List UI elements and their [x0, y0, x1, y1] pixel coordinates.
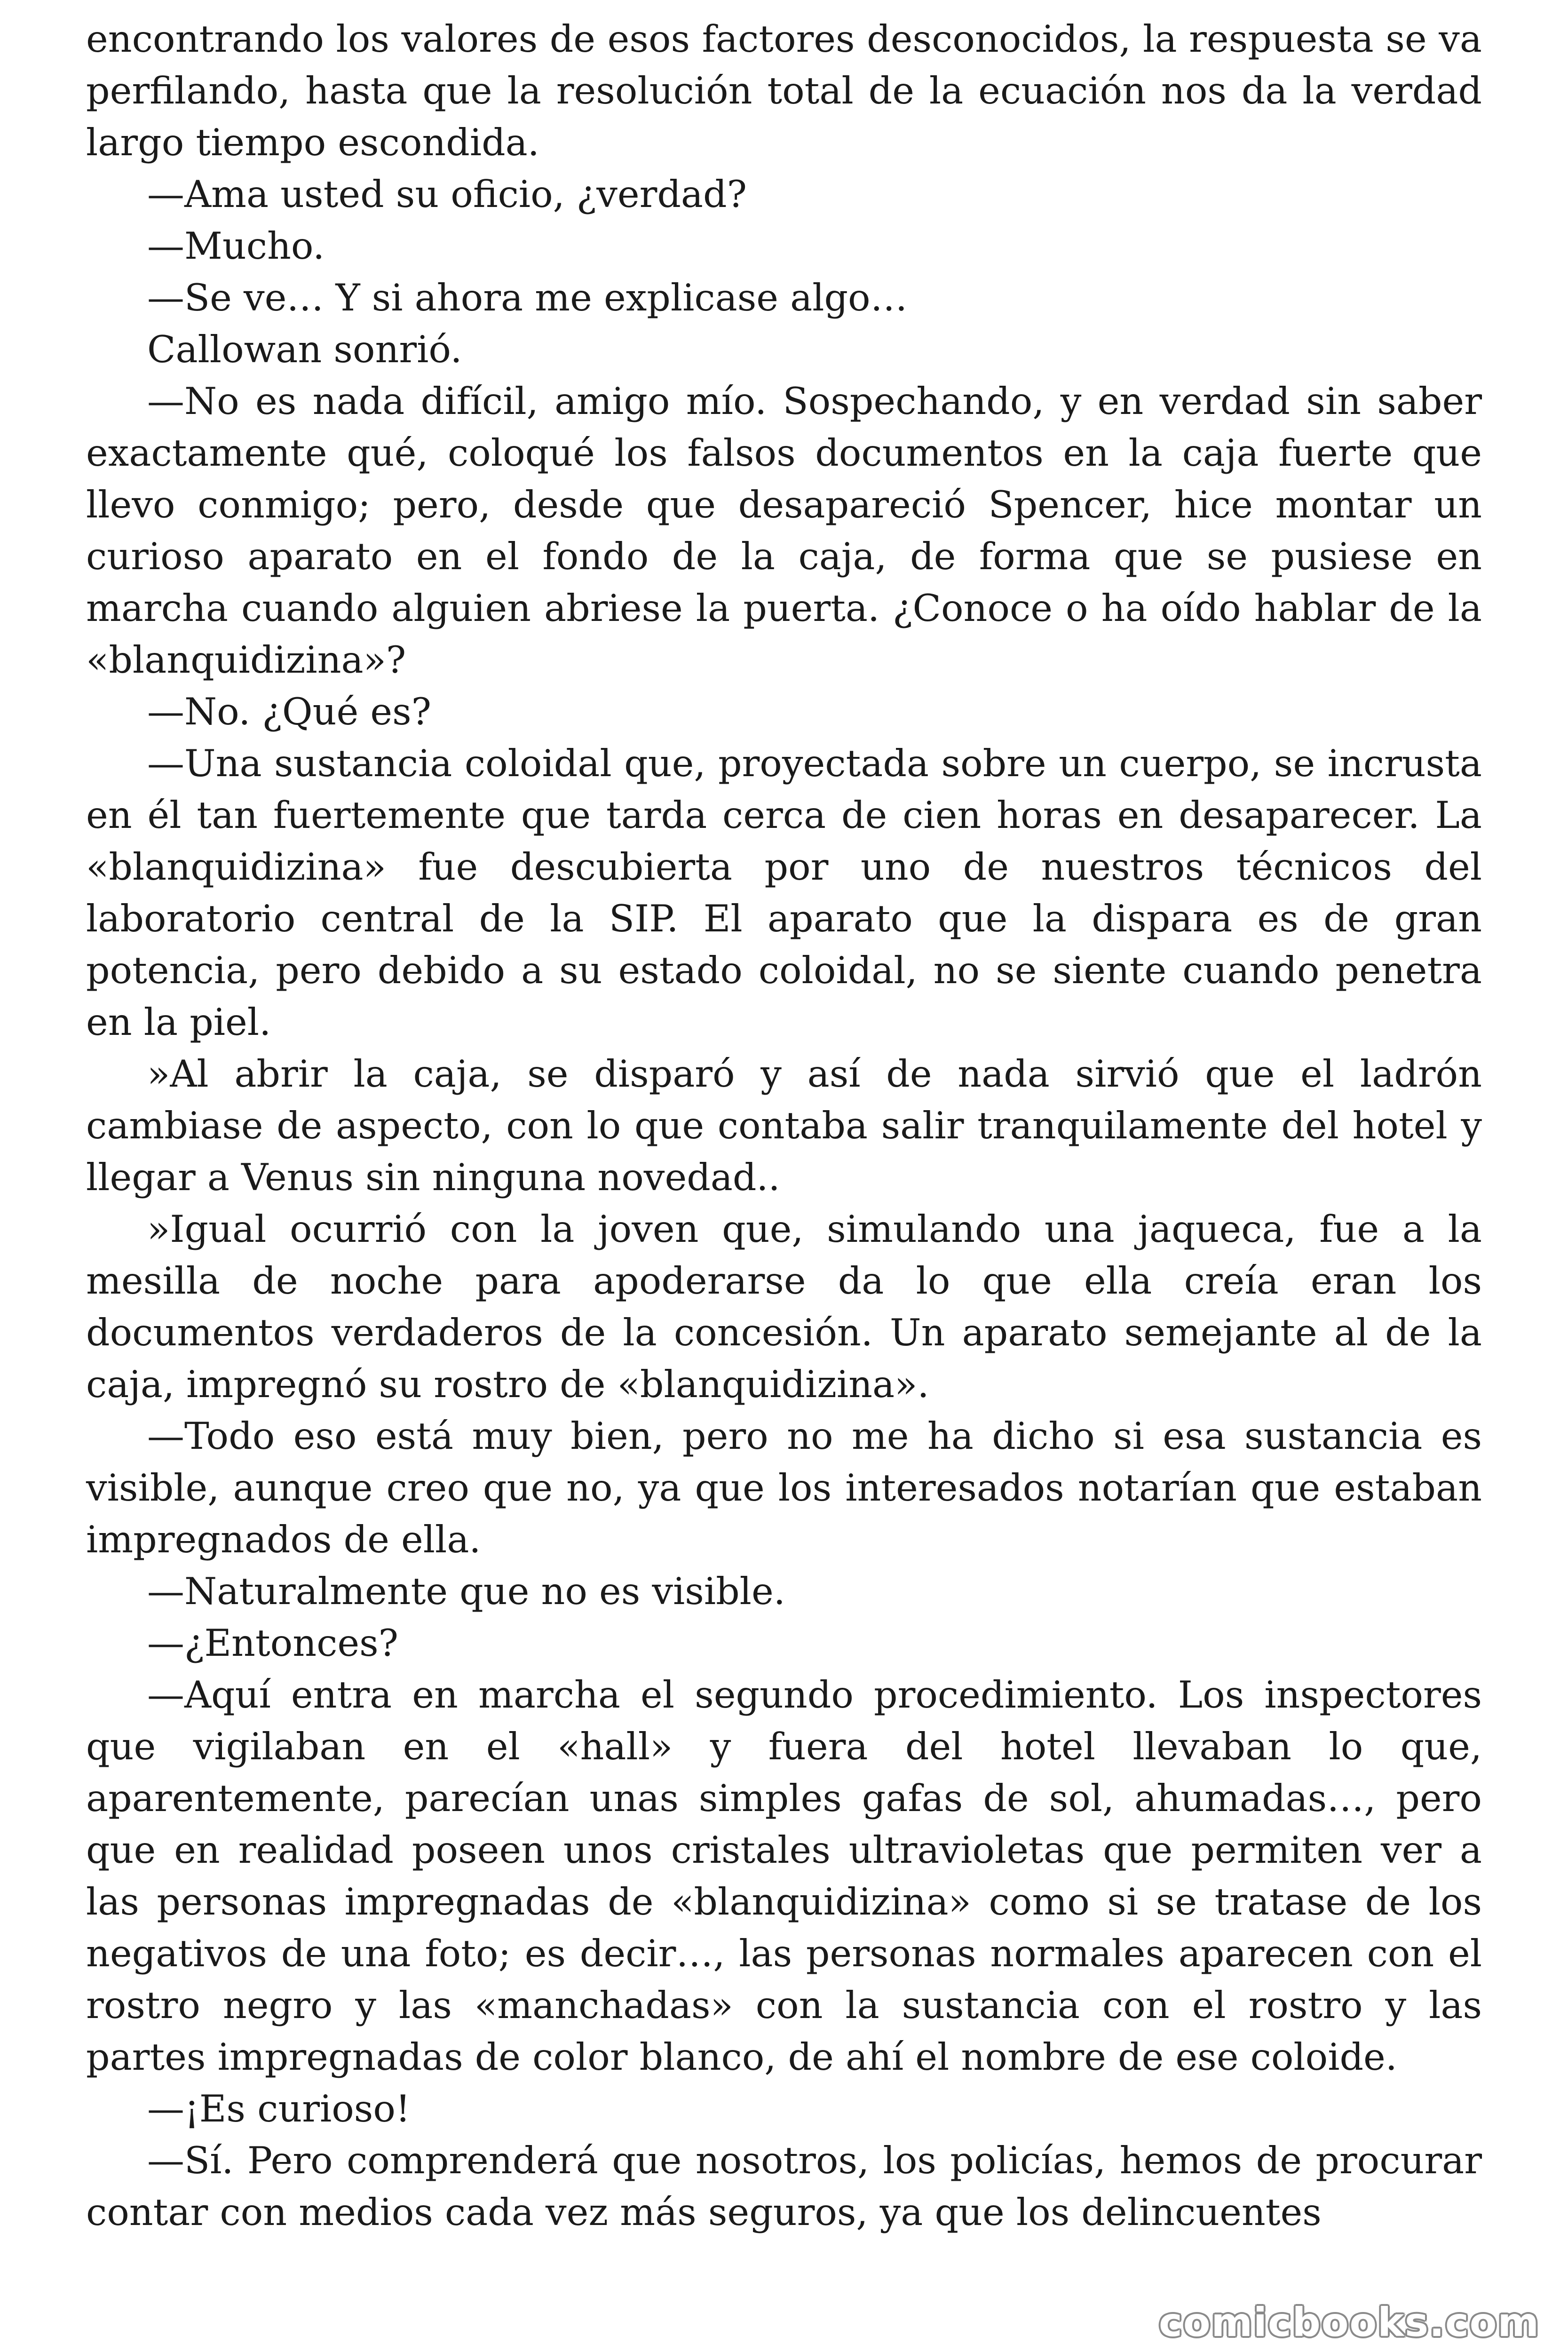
- paragraph: —No. ¿Qué es?: [147, 690, 432, 733]
- paragraph: —Aquí entra en marcha el segundo procedimiento. Los inspectores que vigilaban en el «hall» y fuera del hotel llevaban lo que, aparentemente, parecían unas simples gafas de sol, ahumadas…, pero que en realidad poseen unos cristales ultravioletas que permiten ver a las personas impregnadas de «blanquidizina» como si se tratase de los negativos de una foto; es decir…, las personas normales aparecen con el rostro negro y las «manchadas» con la sustancia con el rostro y las partes impregnadas de color blanco, de ahí el nombre de ese coloide.: [86, 1673, 1482, 2079]
- paragraph: —¡Es curioso!: [147, 2087, 411, 2130]
- paragraph: —Mucho.: [147, 224, 325, 268]
- paragraph: »Al abrir la caja, se disparó y así de nada sirvió que el ladrón cambiase de aspecto, con lo que contaba salir tranquilamente del hotel y llegar a Venus sin ninguna novedad..: [86, 1052, 1482, 1199]
- paragraph-continuation: encontrando los valores de esos factores desconocidos, la respuesta se va perfilando, hasta que la resolución total de la ecuación nos da la verdad largo tiempo escondida.: [86, 17, 1482, 164]
- paragraph: —¿Entonces?: [147, 1621, 398, 1665]
- paragraph: —Naturalmente que no es visible.: [147, 1570, 785, 1613]
- paragraph: —Se ve… Y si ahora me explicase algo…: [147, 276, 908, 319]
- paragraph: —Una sustancia coloidal que, proyectada sobre un cuerpo, se incrusta en él tan fuertemente que tarda cerca de cien horas en desaparecer. La «blanquidizina» fue descubierta por uno de nuestros técnicos del laboratorio central de la SIP. El aparato que la dispara es de gran potencia, pero debido a su estado coloidal, no se siente cuando penetra en la piel.: [86, 742, 1482, 1044]
- page-text: [86, 13, 1482, 2238]
- paragraph: —Ama usted su oficio, ¿verdad?: [147, 173, 747, 216]
- paragraph: Callowan sonrió.: [147, 328, 462, 371]
- paragraph: »Igual ocurrió con la joven que, simulando una jaqueca, fue a la mesilla de noche para apoderarse da lo que ella creía eran los documentos verdaderos de la concesión. Un aparato semejante al de la caja, impregnó su rostro de «blanquidizina».: [86, 1208, 1482, 1406]
- paragraph: —Todo eso está muy bien, pero no me ha dicho si esa sustancia es visible, aunque creo que no, ya que los interesados notarían que estaban impregnados de ella.: [86, 1414, 1482, 1561]
- paragraph: —Sí. Pero comprenderá que nosotros, los policías, hemos de procurar contar con medios cada vez más seguros, ya que los delincuentes: [86, 2139, 1482, 2234]
- watermark: comicbooks.com: [1159, 2299, 1540, 2345]
- paragraph: —No es nada difícil, amigo mío. Sospechando, y en verdad sin saber exactamente qué, coloqué los falsos documentos en la caja fuerte que llevo conmigo; pero, desde que desapareció Spencer, hice montar un curioso aparato en el fondo de la caja, de forma que se pusiese en marcha cuando alguien abriese la puerta. ¿Conoce o ha oído hablar de la «blanquidizina»?: [86, 380, 1482, 682]
